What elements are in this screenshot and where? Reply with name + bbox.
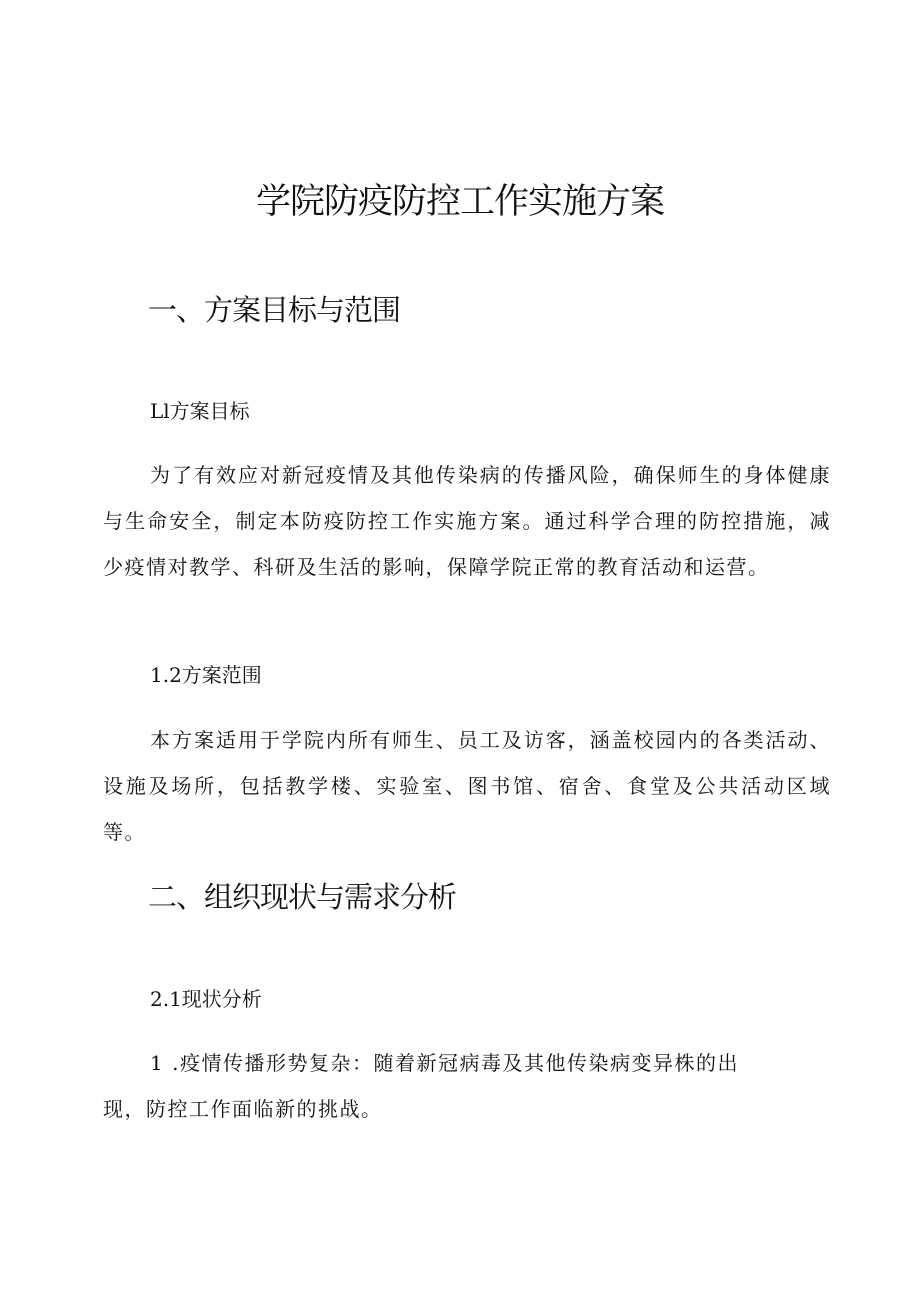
list-item-line-1: 1 .疫情传播形势复杂：随着新冠病毒及其他传染病变异株的出 [150,1051,739,1075]
section-2-heading: 二、组织现状与需求分析 [148,880,457,914]
list-item-line-2: 现，防控工作面临新的挑战。 [103,1097,383,1121]
section-2-1-heading: 2.1现状分析 [150,987,262,1011]
section-1-1-heading: Ll方案目标 [150,399,250,423]
document-title: 学院防疫防控工作实施方案 [255,182,664,222]
section-1-2-heading: 1.2方案范围 [150,663,262,687]
section-1-1-paragraph: 为了有效应对新冠疫情及其他传染病的传播风险，确保师生的身体健康与生命安全，制定本防疫防控工作实施方案。通过科学合理的防控措施，减少疫情对教学、科研及生活的影响，保障学院正常的教育活动和运营。 [103,463,831,579]
section-1-heading: 一、方案目标与范围 [148,293,401,327]
list-item [103,1040,803,1132]
section-1-2-paragraph: 本方案适用于学院内所有师生、员工及访客，涵盖校园内的各类活动、设施及场所，包括教学楼、实验室、图书馆、宿舍、食堂及公共活动区域等。 [103,728,831,844]
